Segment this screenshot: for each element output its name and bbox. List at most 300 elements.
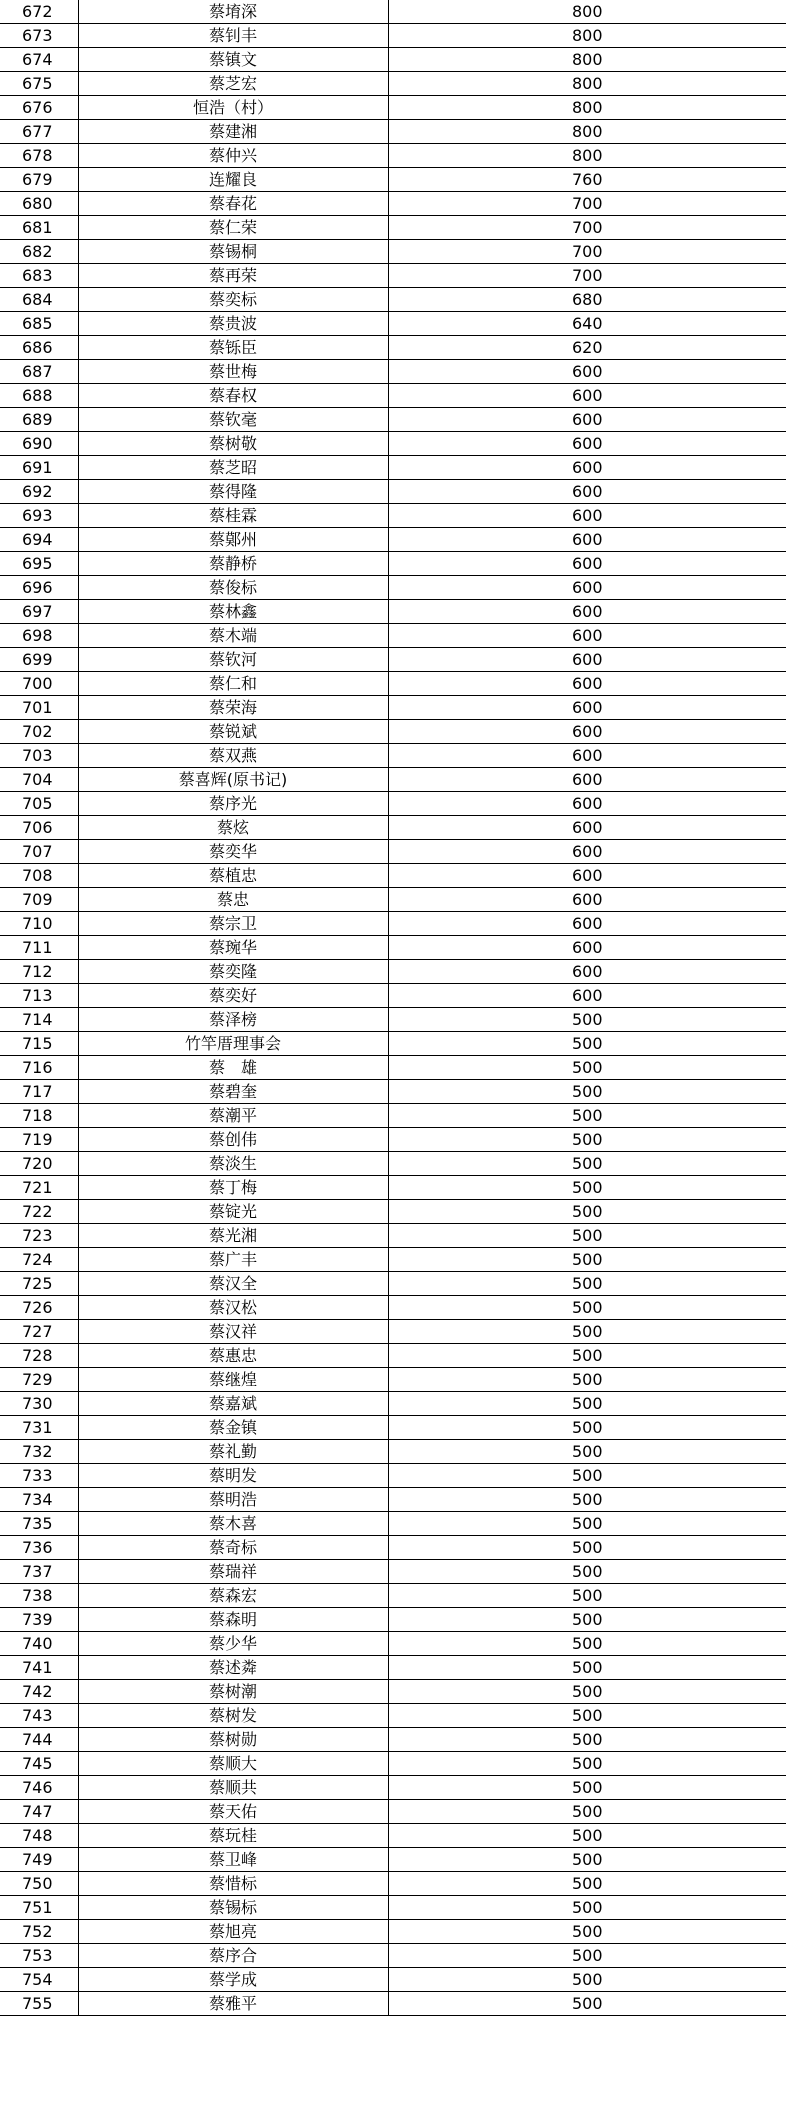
amount-cell: 500: [388, 1752, 786, 1776]
donor-name-cell: 蔡顺大: [78, 1752, 388, 1776]
table-row: [0, 1896, 786, 1920]
row-number-cell: 718: [0, 1104, 78, 1128]
table-row: [0, 744, 786, 768]
amount-cell: 600: [388, 840, 786, 864]
row-number-cell: 692: [0, 480, 78, 504]
amount-cell: 700: [388, 240, 786, 264]
amount-cell: 800: [388, 96, 786, 120]
donor-name-cell: 蔡堉深: [78, 0, 388, 24]
donor-name-cell: 蔡序合: [78, 1944, 388, 1968]
amount-cell: 600: [388, 912, 786, 936]
table-row: [0, 336, 786, 360]
donor-name-cell: 蔡奕好: [78, 984, 388, 1008]
amount-cell: 500: [388, 1104, 786, 1128]
amount-cell: 600: [388, 672, 786, 696]
table-row: [0, 1584, 786, 1608]
donor-name-cell: 蔡奕隆: [78, 960, 388, 984]
donor-name-cell: 蔡仁和: [78, 672, 388, 696]
row-number-cell: 734: [0, 1488, 78, 1512]
donor-name-cell: 蔡镇文: [78, 48, 388, 72]
amount-cell: 600: [388, 624, 786, 648]
table-row: [0, 1200, 786, 1224]
donor-name-cell: 蔡鄚州: [78, 528, 388, 552]
row-number-cell: 684: [0, 288, 78, 312]
donor-name-cell: 蔡明浩: [78, 1488, 388, 1512]
amount-cell: 500: [388, 1032, 786, 1056]
table-row: [0, 1512, 786, 1536]
amount-cell: 500: [388, 1728, 786, 1752]
donor-name-cell: 蔡春花: [78, 192, 388, 216]
amount-cell: 700: [388, 216, 786, 240]
row-number-cell: 721: [0, 1176, 78, 1200]
table-row: [0, 1824, 786, 1848]
donor-name-cell: 连耀良: [78, 168, 388, 192]
amount-cell: 500: [388, 1968, 786, 1992]
table-row: [0, 864, 786, 888]
row-number-cell: 707: [0, 840, 78, 864]
donor-name-cell: 蔡锡桐: [78, 240, 388, 264]
row-number-cell: 678: [0, 144, 78, 168]
row-number-cell: 749: [0, 1848, 78, 1872]
donor-name-cell: 蔡仲兴: [78, 144, 388, 168]
donor-name-cell: 蔡树勋: [78, 1728, 388, 1752]
donor-name-cell: 蔡树潮: [78, 1680, 388, 1704]
row-number-cell: 724: [0, 1248, 78, 1272]
row-number-cell: 753: [0, 1944, 78, 1968]
table-row: [0, 552, 786, 576]
row-number-cell: 732: [0, 1440, 78, 1464]
amount-cell: 600: [388, 696, 786, 720]
amount-cell: 500: [388, 1512, 786, 1536]
amount-cell: 600: [388, 888, 786, 912]
row-number-cell: 751: [0, 1896, 78, 1920]
amount-cell: 700: [388, 264, 786, 288]
row-number-cell: 741: [0, 1656, 78, 1680]
amount-cell: 600: [388, 432, 786, 456]
table-row: [0, 720, 786, 744]
donor-name-cell: 蔡再荣: [78, 264, 388, 288]
row-number-cell: 752: [0, 1920, 78, 1944]
table-row: [0, 984, 786, 1008]
amount-cell: 500: [388, 1944, 786, 1968]
amount-cell: 600: [388, 864, 786, 888]
table-row: [0, 1392, 786, 1416]
amount-cell: 600: [388, 984, 786, 1008]
row-number-cell: 676: [0, 96, 78, 120]
row-number-cell: 709: [0, 888, 78, 912]
donor-name-cell: 蔡忠: [78, 888, 388, 912]
row-number-cell: 673: [0, 24, 78, 48]
row-number-cell: 695: [0, 552, 78, 576]
donor-name-cell: 蔡述粦: [78, 1656, 388, 1680]
donor-name-cell: 蔡旭亮: [78, 1920, 388, 1944]
donor-name-cell: 蔡建湘: [78, 120, 388, 144]
amount-cell: 500: [388, 1224, 786, 1248]
amount-cell: 500: [388, 1416, 786, 1440]
amount-cell: 500: [388, 1872, 786, 1896]
donor-name-cell: 蔡森宏: [78, 1584, 388, 1608]
table-row: [0, 1080, 786, 1104]
row-number-cell: 728: [0, 1344, 78, 1368]
donor-name-cell: 蔡光湘: [78, 1224, 388, 1248]
donor-name-cell: 蔡淡生: [78, 1152, 388, 1176]
amount-cell: 500: [388, 1488, 786, 1512]
table-row: [0, 120, 786, 144]
table-row: [0, 144, 786, 168]
donor-name-cell: 蔡碧奎: [78, 1080, 388, 1104]
table-row: [0, 936, 786, 960]
table-row: [0, 840, 786, 864]
row-number-cell: 733: [0, 1464, 78, 1488]
table-row: [0, 1440, 786, 1464]
donor-name-cell: 蔡瑞祥: [78, 1560, 388, 1584]
donor-name-cell: 蔡锐斌: [78, 720, 388, 744]
donor-name-cell: 蔡潮平: [78, 1104, 388, 1128]
table-row: [0, 312, 786, 336]
donor-name-cell: 蔡嘉斌: [78, 1392, 388, 1416]
amount-cell: 600: [388, 408, 786, 432]
amount-cell: 700: [388, 192, 786, 216]
table-row: [0, 96, 786, 120]
row-number-cell: 685: [0, 312, 78, 336]
amount-cell: 500: [388, 1440, 786, 1464]
row-number-cell: 743: [0, 1704, 78, 1728]
table-row: [0, 72, 786, 96]
row-number-cell: 697: [0, 600, 78, 624]
donor-name-cell: 蔡静桥: [78, 552, 388, 576]
amount-cell: 600: [388, 744, 786, 768]
row-number-cell: 711: [0, 936, 78, 960]
donor-name-cell: 蔡奕标: [78, 288, 388, 312]
row-number-cell: 719: [0, 1128, 78, 1152]
donor-name-cell: 蔡少华: [78, 1632, 388, 1656]
amount-cell: 500: [388, 1344, 786, 1368]
amount-cell: 500: [388, 1080, 786, 1104]
row-number-cell: 727: [0, 1320, 78, 1344]
table-row: [0, 1920, 786, 1944]
row-number-cell: 674: [0, 48, 78, 72]
row-number-cell: 698: [0, 624, 78, 648]
amount-cell: 500: [388, 1464, 786, 1488]
row-number-cell: 745: [0, 1752, 78, 1776]
donor-name-cell: 蔡世梅: [78, 360, 388, 384]
table-row: [0, 1944, 786, 1968]
amount-cell: 500: [388, 1176, 786, 1200]
amount-cell: 600: [388, 504, 786, 528]
row-number-cell: 713: [0, 984, 78, 1008]
donor-name-cell: 蔡创伟: [78, 1128, 388, 1152]
table-row: [0, 696, 786, 720]
row-number-cell: 682: [0, 240, 78, 264]
row-number-cell: 748: [0, 1824, 78, 1848]
amount-cell: 500: [388, 1824, 786, 1848]
table-row: [0, 576, 786, 600]
donor-name-cell: 蔡奕华: [78, 840, 388, 864]
table-row: [0, 240, 786, 264]
table-row: [0, 1800, 786, 1824]
row-number-cell: 726: [0, 1296, 78, 1320]
table-row: [0, 1608, 786, 1632]
amount-cell: 600: [388, 816, 786, 840]
amount-cell: 500: [388, 1152, 786, 1176]
amount-cell: 500: [388, 1392, 786, 1416]
donor-name-cell: 蔡仁荣: [78, 216, 388, 240]
donor-name-cell: 蔡木端: [78, 624, 388, 648]
table-row: [0, 1056, 786, 1080]
donor-name-cell: 蔡礼勤: [78, 1440, 388, 1464]
row-number-cell: 731: [0, 1416, 78, 1440]
donor-name-cell: 蔡惠忠: [78, 1344, 388, 1368]
donor-name-cell: 蔡宗卫: [78, 912, 388, 936]
donor-name-cell: 蔡 雄: [78, 1056, 388, 1080]
table-row: [0, 360, 786, 384]
row-number-cell: 686: [0, 336, 78, 360]
amount-cell: 600: [388, 720, 786, 744]
row-number-cell: 679: [0, 168, 78, 192]
row-number-cell: 696: [0, 576, 78, 600]
row-number-cell: 680: [0, 192, 78, 216]
table-row: [0, 1872, 786, 1896]
table-row: [0, 792, 786, 816]
table-row: [0, 408, 786, 432]
row-number-cell: 739: [0, 1608, 78, 1632]
row-number-cell: 740: [0, 1632, 78, 1656]
donor-name-cell: 蔡森明: [78, 1608, 388, 1632]
amount-cell: 800: [388, 24, 786, 48]
row-number-cell: 681: [0, 216, 78, 240]
table-row: [0, 48, 786, 72]
amount-cell: 500: [388, 1368, 786, 1392]
row-number-cell: 729: [0, 1368, 78, 1392]
donor-name-cell: 蔡继煌: [78, 1368, 388, 1392]
row-number-cell: 708: [0, 864, 78, 888]
table-row: [0, 24, 786, 48]
amount-cell: 600: [388, 480, 786, 504]
table-row: [0, 1728, 786, 1752]
donor-name-cell: 蔡木喜: [78, 1512, 388, 1536]
row-number-cell: 691: [0, 456, 78, 480]
donor-name-cell: 蔡汉全: [78, 1272, 388, 1296]
amount-cell: 600: [388, 960, 786, 984]
table-row: [0, 1488, 786, 1512]
table-row: [0, 288, 786, 312]
row-number-cell: 747: [0, 1800, 78, 1824]
donor-name-cell: 蔡芝宏: [78, 72, 388, 96]
row-number-cell: 730: [0, 1392, 78, 1416]
table-row: [0, 1776, 786, 1800]
amount-cell: 600: [388, 648, 786, 672]
amount-cell: 500: [388, 1248, 786, 1272]
table-row: [0, 1656, 786, 1680]
table-row: [0, 1248, 786, 1272]
table-row: [0, 1680, 786, 1704]
amount-cell: 800: [388, 120, 786, 144]
row-number-cell: 736: [0, 1536, 78, 1560]
donor-name-cell: 蔡奇标: [78, 1536, 388, 1560]
amount-cell: 500: [388, 1200, 786, 1224]
row-number-cell: 706: [0, 816, 78, 840]
amount-cell: 760: [388, 168, 786, 192]
donor-name-cell: 蔡天佑: [78, 1800, 388, 1824]
donor-name-cell: 竹竿厝理事会: [78, 1032, 388, 1056]
table-row: [0, 1632, 786, 1656]
row-number-cell: 700: [0, 672, 78, 696]
donor-name-cell: 蔡荣海: [78, 696, 388, 720]
donor-name-cell: 蔡钦毫: [78, 408, 388, 432]
row-number-cell: 694: [0, 528, 78, 552]
table-row: [0, 672, 786, 696]
amount-cell: 500: [388, 1992, 786, 2016]
donor-name-cell: 蔡锡标: [78, 1896, 388, 1920]
amount-cell: 600: [388, 360, 786, 384]
row-number-cell: 689: [0, 408, 78, 432]
donor-name-cell: 蔡玩桂: [78, 1824, 388, 1848]
row-number-cell: 688: [0, 384, 78, 408]
table-row: [0, 1128, 786, 1152]
donor-name-cell: 蔡贵波: [78, 312, 388, 336]
donor-name-cell: 蔡双燕: [78, 744, 388, 768]
donor-name-cell: 蔡明发: [78, 1464, 388, 1488]
table-row: [0, 912, 786, 936]
amount-cell: 620: [388, 336, 786, 360]
row-number-cell: 710: [0, 912, 78, 936]
amount-cell: 500: [388, 1272, 786, 1296]
row-number-cell: 715: [0, 1032, 78, 1056]
amount-cell: 600: [388, 768, 786, 792]
donor-name-cell: 蔡泽榜: [78, 1008, 388, 1032]
table-row: [0, 216, 786, 240]
row-number-cell: 703: [0, 744, 78, 768]
table-row: [0, 1368, 786, 1392]
table-row: [0, 168, 786, 192]
donor-name-cell: 蔡惜标: [78, 1872, 388, 1896]
row-number-cell: 720: [0, 1152, 78, 1176]
amount-cell: 640: [388, 312, 786, 336]
table-row: [0, 1032, 786, 1056]
amount-cell: 500: [388, 1560, 786, 1584]
row-number-cell: 672: [0, 0, 78, 24]
row-number-cell: 738: [0, 1584, 78, 1608]
table-row: [0, 1176, 786, 1200]
table-row: [0, 1704, 786, 1728]
donor-name-cell: 蔡桂霖: [78, 504, 388, 528]
table-row: [0, 1968, 786, 1992]
amount-cell: 500: [388, 1848, 786, 1872]
table-row: [0, 1320, 786, 1344]
table-row: [0, 600, 786, 624]
table-row: [0, 624, 786, 648]
donor-name-cell: 蔡铄臣: [78, 336, 388, 360]
donor-name-cell: 蔡树发: [78, 1704, 388, 1728]
donor-name-cell: 蔡卫峰: [78, 1848, 388, 1872]
row-number-cell: 735: [0, 1512, 78, 1536]
table-row: [0, 1560, 786, 1584]
row-number-cell: 755: [0, 1992, 78, 2016]
table-row: [0, 456, 786, 480]
row-number-cell: 675: [0, 72, 78, 96]
amount-cell: 500: [388, 1776, 786, 1800]
amount-cell: 500: [388, 1008, 786, 1032]
table-row: [0, 1272, 786, 1296]
amount-cell: 500: [388, 1680, 786, 1704]
row-number-cell: 690: [0, 432, 78, 456]
donor-name-cell: 蔡雅平: [78, 1992, 388, 2016]
row-number-cell: 693: [0, 504, 78, 528]
row-number-cell: 737: [0, 1560, 78, 1584]
row-number-cell: 746: [0, 1776, 78, 1800]
donor-name-cell: 蔡丁梅: [78, 1176, 388, 1200]
row-number-cell: 754: [0, 1968, 78, 1992]
donor-name-cell: 蔡汉松: [78, 1296, 388, 1320]
row-number-cell: 716: [0, 1056, 78, 1080]
table-row: [0, 1536, 786, 1560]
donor-name-cell: 蔡树敬: [78, 432, 388, 456]
donor-name-cell: 蔡春权: [78, 384, 388, 408]
donor-name-cell: 蔡金镇: [78, 1416, 388, 1440]
donor-name-cell: 蔡锭光: [78, 1200, 388, 1224]
amount-cell: 800: [388, 144, 786, 168]
table-row: [0, 768, 786, 792]
donor-name-cell: 蔡汉祥: [78, 1320, 388, 1344]
table-row: [0, 1752, 786, 1776]
row-number-cell: 714: [0, 1008, 78, 1032]
table-row: [0, 648, 786, 672]
table-row: [0, 264, 786, 288]
amount-cell: 500: [388, 1128, 786, 1152]
donor-name-cell: 蔡琬华: [78, 936, 388, 960]
amount-cell: 500: [388, 1800, 786, 1824]
donor-name-cell: 蔡喜辉(原书记): [78, 768, 388, 792]
amount-cell: 500: [388, 1632, 786, 1656]
table-row: [0, 1104, 786, 1128]
table-row: [0, 1296, 786, 1320]
row-number-cell: 744: [0, 1728, 78, 1752]
row-number-cell: 722: [0, 1200, 78, 1224]
donor-name-cell: 蔡顺共: [78, 1776, 388, 1800]
amount-cell: 600: [388, 384, 786, 408]
table-row: [0, 192, 786, 216]
table-row: [0, 1464, 786, 1488]
donor-name-cell: 蔡植忠: [78, 864, 388, 888]
row-number-cell: 723: [0, 1224, 78, 1248]
amount-cell: 500: [388, 1320, 786, 1344]
donor-name-cell: 蔡林鑫: [78, 600, 388, 624]
table-row: [0, 960, 786, 984]
amount-cell: 800: [388, 48, 786, 72]
amount-cell: 500: [388, 1608, 786, 1632]
row-number-cell: 687: [0, 360, 78, 384]
table-row: [0, 1008, 786, 1032]
row-number-cell: 712: [0, 960, 78, 984]
table-row: [0, 888, 786, 912]
row-number-cell: 699: [0, 648, 78, 672]
table-row: [0, 528, 786, 552]
amount-cell: 600: [388, 528, 786, 552]
table-row: [0, 816, 786, 840]
donor-name-cell: 蔡俊标: [78, 576, 388, 600]
amount-cell: 500: [388, 1704, 786, 1728]
row-number-cell: 677: [0, 120, 78, 144]
table-row: [0, 1416, 786, 1440]
amount-cell: 800: [388, 0, 786, 24]
donor-name-cell: 蔡得隆: [78, 480, 388, 504]
row-number-cell: 701: [0, 696, 78, 720]
donor-name-cell: 蔡广丰: [78, 1248, 388, 1272]
table-row: [0, 432, 786, 456]
donor-name-cell: 蔡炫: [78, 816, 388, 840]
amount-cell: 600: [388, 552, 786, 576]
table-row: [0, 1344, 786, 1368]
